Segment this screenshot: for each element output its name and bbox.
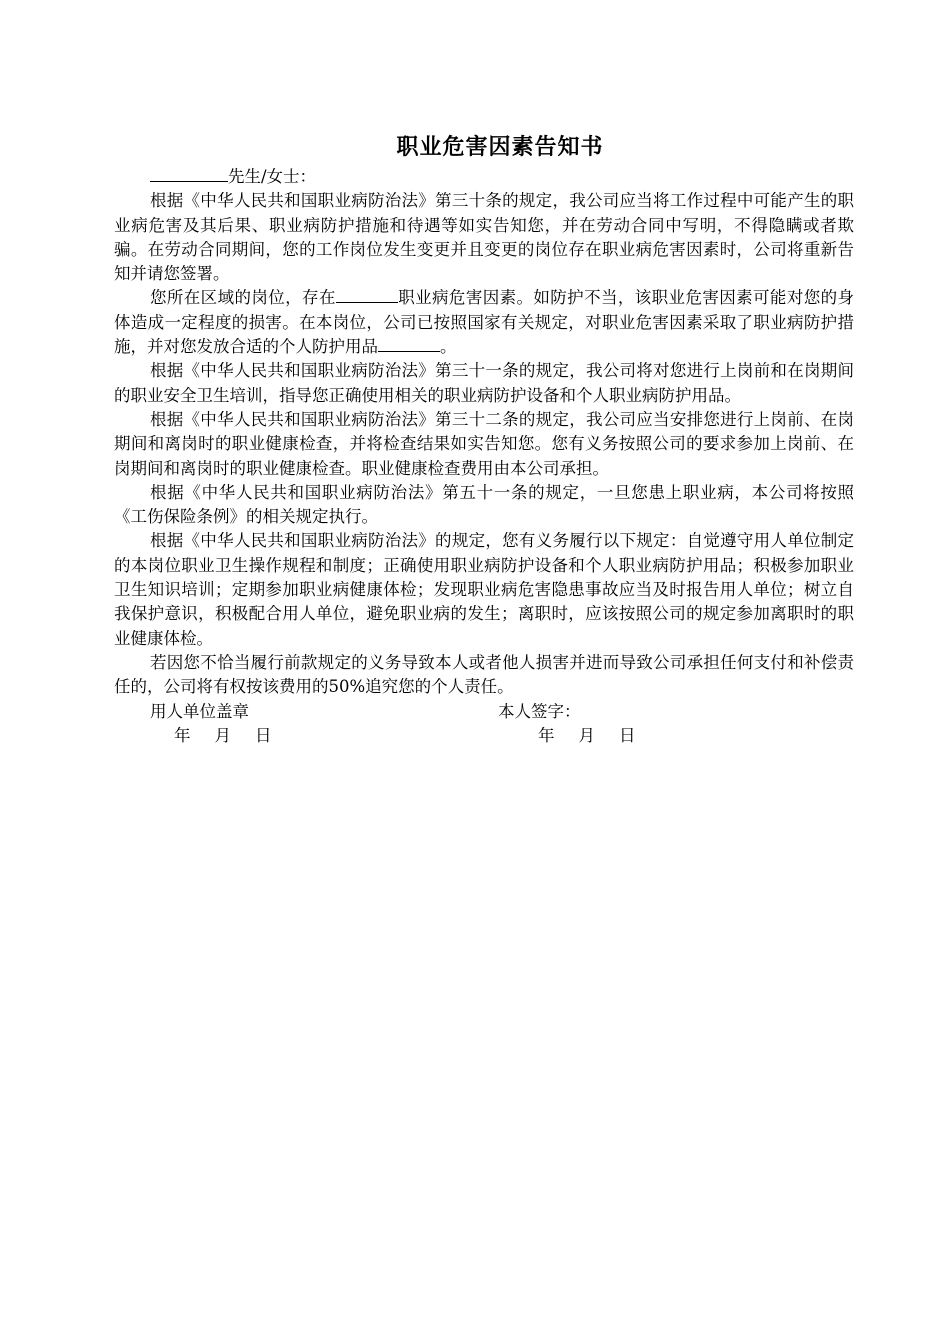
document-body <box>114 165 854 748</box>
name-blank[interactable] <box>150 165 228 182</box>
paragraph-4: 根据《中华人民共和国职业病防治法》第三十二条的规定，我公司应当安排您进行上岗前、在岗期间和离岗时的职业健康检查，并将检查结果如实告知您。您有义务按照公司的要求参加上岗前、在岗期间和离岗时的职业健康检查。职业健康检查费用由本公司承担。 <box>114 409 854 478</box>
employee-date-year: 年 <box>538 725 555 745</box>
employer-date-year: 年 <box>174 725 191 745</box>
signature-row <box>114 700 854 724</box>
employee-date-day: 日 <box>619 725 636 745</box>
paragraph-1: 根据《中华人民共和国职业病防治法》第三十条的规定，我公司应当将工作过程中可能产生的职业病危害及其后果、职业病防护措施和待遇等如实告知您，并在劳动合同中写明，不得隐瞒或者欺骗。在劳动合同期间，您的工作岗位发生变更并且变更的岗位存在职业病危害因素时，公司将重新告知并请您签署。 <box>114 191 854 284</box>
paragraph-7: 若因您不恰当履行前款规定的义务导致本人或者他人损害并进而导致公司承担任何支付和补偿责任的，公司将有权按该费用的50%追究您的个人责任。 <box>114 652 854 697</box>
hazard-factor-blank[interactable] <box>336 286 398 303</box>
date-row <box>114 724 854 748</box>
paragraph-2-part-c: 。 <box>440 337 457 357</box>
paragraph-6: 根据《中华人民共和国职业病防治法》的规定，您有义务履行以下规定：自觉遵守用人单位制定的本岗位职业卫生操作规程和制度；正确使用职业病防护设备和个人职业病防护用品；积极参加职业卫生知识培训；定期参加职业病健康体检；发现职业病危害隐患事故应当及时报告用人单位；树立自我保护意识，积极配合用人单位，避免职业病的发生；离职时，应该按照公司的规定参加离职时的职业健康体检。 <box>114 531 854 648</box>
protective-equipment-blank[interactable] <box>378 335 440 352</box>
employer-date-month: 月 <box>214 725 231 745</box>
employer-date-day: 日 <box>255 725 272 745</box>
employer-date <box>174 724 272 748</box>
employer-seal-label: 用人单位盖章 <box>150 701 249 721</box>
employee-date <box>538 724 636 748</box>
paragraph-5: 根据《中华人民共和国职业病防治法》第五十一条的规定，一旦您患上职业病，本公司将按照《工伤保险条例》的相关规定执行。 <box>114 482 854 527</box>
paragraph-2-part-a: 您所在区域的岗位，存在 <box>150 288 336 308</box>
paragraph-2-part-b: 职业病危害因素。如防护不当，该职业危害因素可能对您的身体造成一定程度的损害。在本岗位，公司已按照国家有关规定，对职业危害因素采取了职业病防护措施，并对您发放合适的个人防护用品 <box>114 288 855 357</box>
salutation-line <box>114 165 854 189</box>
paragraph-3: 根据《中华人民共和国职业病防治法》第三十一条的规定，我公司将对您进行上岗前和在岗期间的职业安全卫生培训，指导您正确使用相关的职业病防护设备和个人职业病防护用品。 <box>114 361 854 405</box>
paragraph-2 <box>114 286 854 359</box>
employee-date-month: 月 <box>578 725 595 745</box>
employee-signature-label: 本人签字： <box>498 701 581 721</box>
document-title: 职业危害因素告知书 <box>396 134 604 160</box>
salutation-suffix: 先生/女士： <box>228 167 317 186</box>
